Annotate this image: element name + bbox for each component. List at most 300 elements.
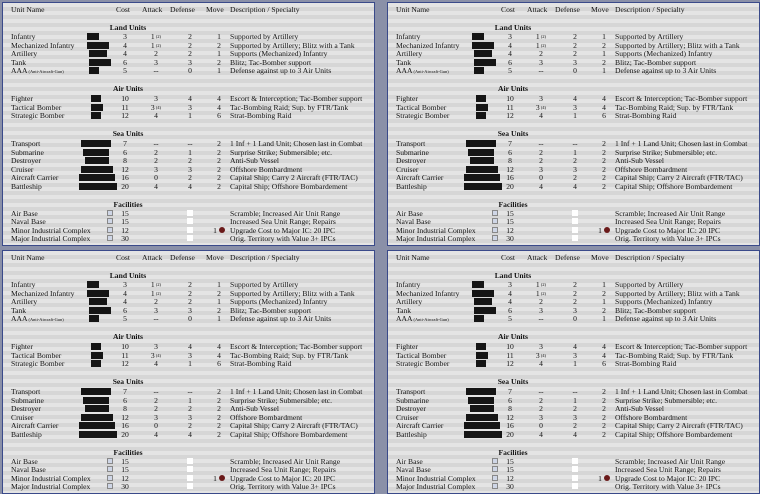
unit-attack: 2: [154, 156, 158, 165]
unit-attack: 3: [154, 165, 158, 174]
unit-name: Minor Industrial Complex: [11, 226, 91, 235]
unit-cost: 15: [121, 465, 129, 474]
unit-description: Offshore Bombardment: [230, 165, 303, 174]
unit-row: [3, 387, 374, 396]
unit-name: Strategic Bomber: [396, 111, 450, 120]
unit-attack: 1(2): [535, 280, 547, 289]
unit-defense: 1: [188, 396, 192, 405]
unit-move: 2: [602, 430, 606, 439]
unit-description: Strat-Bombing Raid: [615, 359, 677, 368]
unit-name: Major Industrial Complex: [11, 234, 91, 243]
unit-name: Minor Industrial Complex: [11, 474, 91, 483]
unit-description: Upgrade Cost to Major IC: 20 IPC: [230, 474, 336, 483]
unit-cost: 10: [506, 342, 514, 351]
unit-name: Tank: [11, 58, 27, 67]
unit-defense: 3: [573, 103, 577, 112]
unit-silhouette-icon: [79, 174, 115, 181]
unit-move: 2: [217, 289, 221, 298]
facility-icon: [492, 227, 498, 233]
unit-name: Fighter: [11, 94, 33, 103]
unit-attack: 3: [539, 413, 543, 422]
unit-silhouette-icon: [89, 298, 107, 305]
unit-name: Artillery: [396, 297, 423, 306]
unit-description: Tac-Bombing Raid; Sup. by FTR/Tank: [615, 103, 734, 112]
unit-move: 4: [217, 351, 221, 360]
facility-marker-icon: [187, 466, 193, 472]
unit-defense: 3: [573, 58, 577, 67]
unit-description: Blitz; Tac-Bomber support: [615, 306, 697, 315]
unit-description: Strat-Bombing Raid: [615, 111, 677, 120]
unit-cost: 30: [506, 482, 514, 491]
unit-name: Battleship: [11, 182, 42, 191]
unit-cost: 8: [123, 156, 127, 165]
unit-attack: 3(4): [535, 103, 547, 112]
unit-cost: 16: [121, 173, 129, 182]
unit-description: Scramble; Increased Air Unit Range: [230, 209, 341, 218]
unit-silhouette-icon: [89, 50, 107, 57]
unit-cost: 8: [508, 404, 512, 413]
unit-silhouette-icon: [85, 405, 109, 412]
unit-move: 2: [217, 430, 221, 439]
unit-move: 2: [217, 139, 221, 148]
unit-description: Tac-Bombing Raid; Sup. by FTR/Tank: [615, 351, 734, 360]
unit-description: Escort & Interception; Tac-Bomber support: [615, 342, 748, 351]
unit-cost: 4: [508, 49, 512, 58]
unit-row: [3, 482, 374, 491]
unit-move: 2: [602, 148, 606, 157]
facility-icon: [492, 466, 498, 472]
unit-defense: 2: [573, 41, 577, 50]
unit-silhouette-icon: [79, 431, 117, 438]
unit-name: Minor Industrial Complex: [396, 474, 476, 483]
section-title-air: Air Units: [497, 84, 529, 93]
unit-cost: 3: [508, 32, 512, 41]
unit-description: Supported by Artillery: [615, 32, 684, 41]
unit-name: Infantry: [396, 32, 421, 41]
unit-description: Supported by Artillery: [230, 280, 299, 289]
unit-attack: 0: [154, 173, 158, 182]
unit-row: [388, 359, 759, 368]
section-title-fac: Facilities: [113, 448, 143, 457]
unit-cost: 5: [123, 66, 127, 75]
unit-defense: 2: [188, 173, 192, 182]
unit-row: [3, 297, 374, 306]
unit-cost: 5: [123, 314, 127, 323]
unit-defense: 2: [188, 404, 192, 413]
unit-cost: 16: [506, 173, 514, 182]
unit-row: [388, 217, 759, 226]
unit-name: Naval Base: [11, 465, 46, 474]
unit-move: 2: [602, 139, 606, 148]
section-title-sea: Sea Units: [497, 377, 529, 386]
unit-move: 2: [217, 173, 221, 182]
attack-support-value: (4): [540, 353, 547, 358]
unit-name: Infantry: [396, 280, 421, 289]
unit-name: Destroyer: [11, 404, 41, 413]
unit-cost: 16: [506, 421, 514, 430]
unit-name: Strategic Bomber: [396, 359, 450, 368]
unit-row: [388, 111, 759, 120]
unit-defense: 2: [573, 49, 577, 58]
unit-name: Battleship: [396, 182, 427, 191]
attack-support-value: (4): [155, 353, 162, 358]
facility-marker-icon: [572, 475, 578, 481]
unit-name: Naval Base: [396, 217, 431, 226]
unit-defense: 1: [188, 111, 192, 120]
unit-silhouette-icon: [91, 360, 101, 367]
unit-name-subtitle: (Anti-Aircraft-Gun): [27, 69, 64, 74]
unit-name: Cruiser: [396, 413, 419, 422]
section-title-fac: Facilities: [498, 448, 528, 457]
unit-defense: 0: [573, 66, 577, 75]
unit-defense: 4: [573, 94, 577, 103]
unit-description: Anti-Sub Vessel: [615, 156, 665, 165]
unit-defense: --: [572, 387, 578, 396]
facility-icon: [107, 483, 113, 489]
unit-defense: --: [187, 139, 193, 148]
unit-name: Destroyer: [11, 156, 41, 165]
unit-description: Supported by Artillery; Blitz with a Tank: [230, 41, 355, 50]
unit-cost: 30: [506, 234, 514, 243]
unit-cost: 6: [123, 58, 127, 67]
unit-name: Strategic Bomber: [11, 359, 65, 368]
unit-cost: 20: [121, 430, 129, 439]
unit-description: Surprise Strike; Submersible; etc.: [615, 148, 718, 157]
unit-row: [3, 139, 374, 148]
unit-description: Strat-Bombing Raid: [230, 111, 292, 120]
unit-move: 2: [217, 421, 221, 430]
unit-description: Tac-Bombing Raid; Sup. by FTR/Tank: [230, 103, 349, 112]
unit-attack: 3(4): [150, 351, 162, 360]
unit-name: Fighter: [396, 94, 418, 103]
unit-silhouette-icon: [91, 343, 101, 350]
unit-silhouette-icon: [476, 95, 486, 102]
unit-cost: 12: [121, 165, 129, 174]
unit-description: Anti-Sub Vessel: [615, 404, 665, 413]
unit-description: Offshore Bombardment: [230, 413, 303, 422]
facility-marker-icon: [187, 235, 193, 241]
unit-defense: 2: [188, 32, 192, 41]
unit-description: Offshore Bombardment: [615, 413, 688, 422]
unit-description: Upgrade Cost to Major IC: 20 IPC: [230, 226, 336, 235]
unit-defense: --: [572, 139, 578, 148]
facility-icon: [107, 475, 113, 481]
unit-name: Tactical Bomber: [11, 351, 62, 360]
unit-move: 4: [217, 342, 221, 351]
section-title-land: Land Units: [494, 271, 532, 280]
unit-silhouette-icon: [81, 140, 111, 147]
unit-cost: 11: [506, 351, 514, 360]
section-title-sea: Sea Units: [112, 377, 144, 386]
unit-defense: 2: [573, 404, 577, 413]
unit-cost: 10: [506, 94, 514, 103]
unit-defense: 4: [188, 94, 192, 103]
unit-attack: 4: [154, 359, 158, 368]
unit-attack: 2: [539, 49, 543, 58]
unit-defense: 2: [188, 421, 192, 430]
unit-move: 4: [602, 351, 606, 360]
unit-silhouette-icon: [472, 290, 494, 297]
unit-silhouette-icon: [91, 112, 101, 119]
unit-attack: --: [153, 66, 159, 75]
unit-cost: 12: [506, 165, 514, 174]
unit-attack: 1(2): [150, 280, 162, 289]
unit-cost: 12: [121, 413, 129, 422]
unit-row: [3, 94, 374, 103]
unit-name: AAA (Anti-Aircraft-Gun): [11, 314, 64, 323]
unit-move: 2: [602, 289, 606, 298]
unit-silhouette-icon: [466, 414, 498, 421]
unit-cost: 15: [506, 217, 514, 226]
unit-row: [388, 387, 759, 396]
unit-row: [3, 430, 374, 439]
unit-row: [3, 359, 374, 368]
facility-icon: [107, 466, 113, 472]
unit-move: 4: [602, 342, 606, 351]
unit-chart-panel-3: [2, 250, 375, 494]
unit-silhouette-icon: [476, 343, 486, 350]
unit-description: Supported by Artillery; Blitz with a Tank: [615, 289, 740, 298]
unit-cost: 6: [123, 306, 127, 315]
unit-silhouette-icon: [468, 397, 494, 404]
unit-cost: 20: [121, 182, 129, 191]
unit-move: 2: [217, 148, 221, 157]
unit-row: [388, 234, 759, 243]
unit-defense: 2: [573, 156, 577, 165]
unit-defense: 1: [573, 359, 577, 368]
unit-name: Strategic Bomber: [11, 111, 65, 120]
unit-name: Mechanized Infantry: [11, 41, 75, 50]
unit-name: Air Base: [396, 209, 423, 218]
unit-defense: 2: [188, 289, 192, 298]
unit-cost: 8: [508, 156, 512, 165]
header-defense: Defense: [170, 253, 195, 262]
unit-silhouette-icon: [79, 422, 115, 429]
unit-row: [388, 49, 759, 58]
unit-name: Transport: [11, 139, 41, 148]
unit-row: [388, 94, 759, 103]
unit-silhouette-icon: [89, 67, 99, 74]
unit-cost: 3: [508, 280, 512, 289]
unit-silhouette-icon: [476, 360, 486, 367]
unit-silhouette-icon: [89, 307, 111, 314]
unit-defense: 3: [188, 103, 192, 112]
unit-description: Increased Sea Unit Range; Repairs: [615, 217, 721, 226]
unit-attack: 2: [539, 396, 543, 405]
unit-silhouette-icon: [91, 352, 103, 359]
unit-cost: 6: [508, 396, 512, 405]
header-cost: Cost: [501, 5, 515, 14]
unit-defense: 2: [573, 280, 577, 289]
unit-move: 6: [217, 359, 221, 368]
unit-defense: --: [187, 387, 193, 396]
facility-icon: [492, 475, 498, 481]
unit-row: [388, 173, 759, 182]
unit-move: 2: [602, 396, 606, 405]
unit-description: Capital Ship; Offshore Bombardement: [230, 430, 348, 439]
header-move: Move: [206, 253, 224, 262]
unit-move: 4: [217, 94, 221, 103]
unit-row: [388, 139, 759, 148]
unit-defense: 2: [573, 289, 577, 298]
header-description: Description / Specialty: [615, 253, 685, 262]
unit-defense: 2: [573, 297, 577, 306]
unit-silhouette-icon: [87, 281, 99, 288]
unit-move: 1: [602, 314, 606, 323]
unit-name: Battleship: [396, 430, 427, 439]
unit-description: Offshore Bombardment: [615, 165, 688, 174]
unit-description: Orig. Territory with Value 3+ IPCs: [230, 482, 336, 491]
unit-defense: 4: [188, 342, 192, 351]
unit-attack: 4: [154, 182, 158, 191]
unit-description: Orig. Territory with Value 3+ IPCs: [230, 234, 336, 243]
unit-cost: 12: [121, 111, 129, 120]
section-title-land: Land Units: [494, 23, 532, 32]
unit-row: [388, 156, 759, 165]
unit-name: Tactical Bomber: [11, 103, 62, 112]
unit-move: 1: [217, 32, 221, 41]
unit-cost: 5: [508, 66, 512, 75]
unit-description: 1 Inf + 1 Land Unit; Chosen last in Combat: [615, 139, 748, 148]
unit-attack: 2: [154, 297, 158, 306]
unit-silhouette-icon: [91, 95, 101, 102]
unit-description: Tac-Bombing Raid; Sup. by FTR/Tank: [230, 351, 349, 360]
attack-support-value: (2): [155, 43, 162, 48]
unit-row: [3, 465, 374, 474]
unit-move: 1: [217, 314, 221, 323]
unit-row: [388, 404, 759, 413]
unit-defense: 3: [188, 351, 192, 360]
unit-name: Submarine: [396, 148, 429, 157]
unit-cost: 30: [121, 234, 129, 243]
unit-name: Tank: [396, 306, 412, 315]
unit-defense: 3: [188, 413, 192, 422]
unit-cost: 6: [508, 306, 512, 315]
unit-silhouette-icon: [83, 397, 109, 404]
unit-name: Battleship: [11, 430, 42, 439]
unit-description: Surprise Strike; Submersible; etc.: [615, 396, 718, 405]
unit-move: 2: [602, 41, 606, 50]
unit-move: 2: [602, 182, 606, 191]
unit-name: Fighter: [11, 342, 33, 351]
unit-defense: 4: [573, 182, 577, 191]
section-title-land: Land Units: [109, 271, 147, 280]
unit-silhouette-icon: [474, 67, 484, 74]
unit-defense: 3: [573, 351, 577, 360]
unit-silhouette-icon: [87, 33, 99, 40]
unit-name: Mechanized Infantry: [396, 289, 460, 298]
unit-cost: 4: [508, 41, 512, 50]
unit-description: Capital Ship; Carry 2 Aircraft (FTR/TAC): [615, 173, 743, 182]
unit-cost: 20: [506, 430, 514, 439]
unit-defense: 4: [573, 430, 577, 439]
header-cost: Cost: [116, 253, 130, 262]
unit-row: [3, 342, 374, 351]
facility-icon: [492, 483, 498, 489]
unit-move: 1: [602, 32, 606, 41]
unit-defense: 4: [573, 342, 577, 351]
unit-cost: 6: [123, 396, 127, 405]
unit-defense: 3: [573, 413, 577, 422]
facility-icon: [107, 458, 113, 464]
unit-attack: 1(2): [150, 289, 162, 298]
unit-move: 1: [217, 49, 221, 58]
unit-attack: 3: [154, 58, 158, 67]
unit-defense: 2: [188, 156, 192, 165]
unit-move: 2: [602, 165, 606, 174]
facility-icon: [107, 235, 113, 241]
unit-silhouette-icon: [464, 174, 500, 181]
unit-move: 1: [602, 280, 606, 289]
unit-name: Artillery: [11, 297, 38, 306]
unit-cost: 5: [508, 314, 512, 323]
unit-attack: 3: [154, 342, 158, 351]
unit-description: Upgrade Cost to Major IC: 20 IPC: [615, 474, 721, 483]
unit-row: [3, 156, 374, 165]
unit-defense: 4: [188, 430, 192, 439]
unit-cost: 3: [123, 32, 127, 41]
unit-attack: 2: [539, 297, 543, 306]
unit-description: Supports (Mechanized) Infantry: [615, 297, 713, 306]
unit-cost: 12: [506, 226, 514, 235]
unit-name: AAA (Anti-Aircraft-Gun): [396, 66, 449, 75]
attack-support-value: (2): [540, 34, 547, 39]
unit-cost: 15: [506, 457, 514, 466]
unit-attack: 3(4): [535, 351, 547, 360]
unit-attack: 0: [154, 421, 158, 430]
unit-row: [388, 314, 759, 323]
unit-silhouette-icon: [474, 298, 492, 305]
unit-defense: 1: [573, 148, 577, 157]
unit-cost: 30: [121, 482, 129, 491]
facility-icon: [492, 235, 498, 241]
unit-description: Scramble; Increased Air Unit Range: [615, 457, 726, 466]
facility-marker-icon: [572, 235, 578, 241]
unit-defense: 0: [573, 314, 577, 323]
unit-cost: 16: [121, 421, 129, 430]
header-row: [3, 5, 374, 15]
facility-marker-icon: [572, 210, 578, 216]
unit-attack: 4: [154, 111, 158, 120]
unit-move: 2: [602, 306, 606, 315]
unit-cost: 12: [506, 359, 514, 368]
unit-attack: 3(4): [150, 103, 162, 112]
unit-move: 6: [602, 359, 606, 368]
facility-move: 1: [598, 226, 602, 235]
unit-name: Aircraft Carrier: [396, 173, 444, 182]
unit-description: Orig. Territory with Value 3+ IPCs: [615, 482, 721, 491]
unit-attack: --: [153, 387, 159, 396]
unit-attack: 0: [539, 421, 543, 430]
unit-name: Air Base: [11, 209, 38, 218]
unit-description: Defense against up to 3 Air Units: [615, 66, 717, 75]
unit-defense: 0: [188, 314, 192, 323]
unit-move: 2: [602, 173, 606, 182]
unit-silhouette-icon: [470, 157, 494, 164]
unit-name: Submarine: [11, 148, 44, 157]
section-title-fac: Facilities: [113, 200, 143, 209]
header-unit-name: Unit Name: [396, 253, 430, 262]
unit-cost: 6: [123, 148, 127, 157]
unit-silhouette-icon: [472, 33, 484, 40]
header-defense: Defense: [555, 253, 580, 262]
unit-row: [388, 342, 759, 351]
unit-attack: 2: [539, 404, 543, 413]
unit-name: AAA (Anti-Aircraft-Gun): [11, 66, 64, 75]
header-row: [3, 253, 374, 263]
unit-attack: 2: [154, 148, 158, 157]
facility-icon: [492, 458, 498, 464]
